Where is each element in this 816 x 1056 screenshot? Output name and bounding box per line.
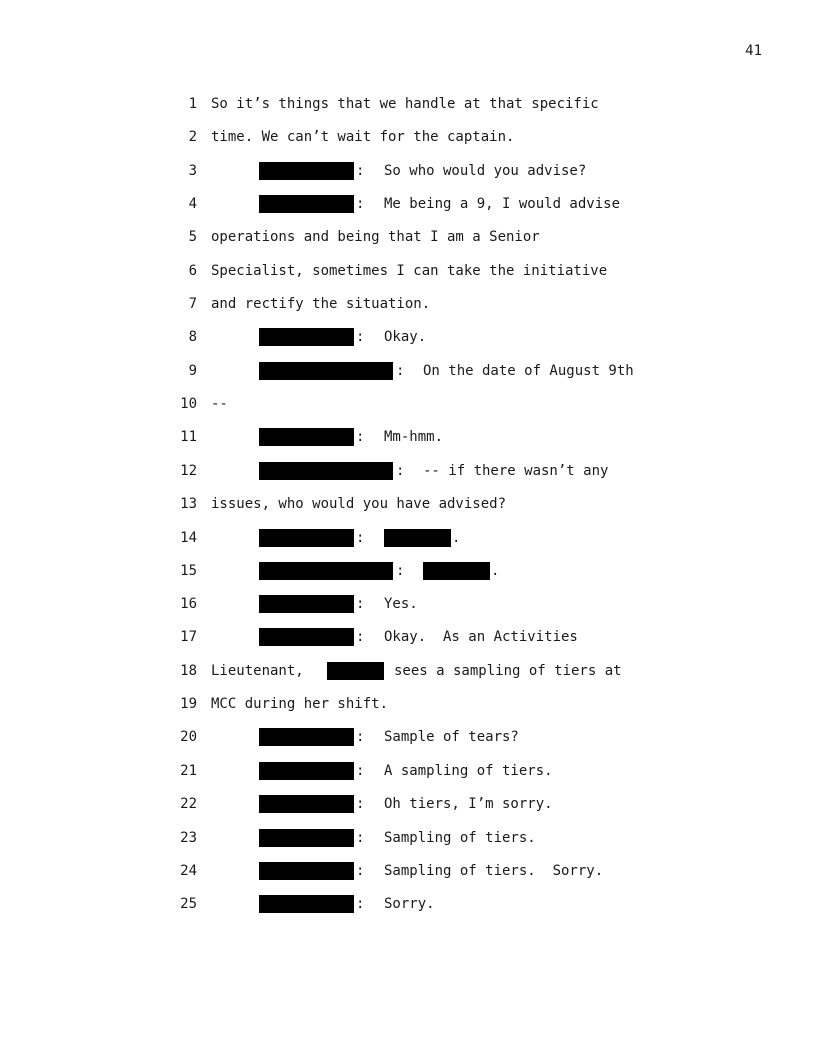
speech-text: So who would you advise?	[384, 163, 587, 179]
redacted-speaker-name	[259, 862, 354, 880]
line-text: sees a sampling of tiers at	[394, 663, 622, 679]
line-text: Lieutenant,	[211, 663, 304, 679]
line-text: issues, who would you have advised?	[211, 496, 507, 512]
line-number: 12	[180, 463, 197, 479]
line-number: 7	[188, 296, 197, 312]
line-text: time. We can’t wait for the captain.	[211, 129, 515, 145]
transcript-line	[0, 661, 816, 681]
speaker-colon: :	[356, 163, 365, 179]
speaker-colon: :	[356, 629, 365, 645]
speech-text: Yes.	[384, 596, 418, 612]
line-number: 18	[180, 663, 197, 679]
redacted-speaker-name	[259, 795, 354, 813]
speech-text: On the date of August 9th	[423, 363, 634, 379]
speech-text: Sampling of tiers.	[384, 830, 536, 846]
speaker-colon: :	[356, 830, 365, 846]
line-number: 2	[188, 129, 197, 145]
transcript-line	[0, 294, 816, 314]
line-text: MCC during her shift.	[211, 696, 389, 712]
speech-text: Okay.	[384, 329, 427, 345]
transcript-line	[0, 861, 816, 881]
line-number: 9	[188, 363, 197, 379]
line-text: So it’s things that we handle at that specific	[211, 96, 599, 112]
speech-text: Sample of tears?	[384, 729, 519, 745]
redacted-speaker-name	[259, 595, 354, 613]
transcript-line	[0, 327, 816, 347]
line-number: 21	[180, 763, 197, 779]
speech-text: Sorry.	[384, 896, 435, 912]
redacted-speaker-name	[259, 895, 354, 913]
line-number: 1	[188, 96, 197, 112]
speech-text: Me being a 9, I would advise	[384, 196, 621, 212]
redacted-speaker-name	[259, 362, 393, 380]
transcript-line	[0, 127, 816, 147]
line-number: 10	[180, 396, 197, 412]
speaker-colon: :	[356, 429, 365, 445]
redacted-name	[327, 662, 384, 680]
transcript-line	[0, 227, 816, 247]
speaker-colon: :	[356, 530, 365, 546]
speech-text: Sampling of tiers. Sorry.	[384, 863, 604, 879]
transcript-line	[0, 561, 816, 581]
redacted-speaker-name	[259, 628, 354, 646]
page-number: 41	[745, 43, 762, 59]
redacted-speaker-name	[259, 328, 354, 346]
redacted-speaker-name	[259, 195, 354, 213]
redacted-speaker-name	[259, 762, 354, 780]
transcript-line	[0, 894, 816, 914]
transcript-line	[0, 828, 816, 848]
transcript-line	[0, 361, 816, 381]
speaker-colon: :	[356, 763, 365, 779]
speaker-colon: :	[356, 863, 365, 879]
transcript-line	[0, 161, 816, 181]
line-number: 13	[180, 496, 197, 512]
line-number: 6	[188, 263, 197, 279]
redacted-answer	[384, 529, 451, 547]
redacted-speaker-name	[259, 428, 354, 446]
line-text: --	[211, 396, 228, 412]
speech-text: -- if there wasn’t any	[423, 463, 609, 479]
transcript-line	[0, 494, 816, 514]
line-number: 11	[180, 429, 197, 445]
line-number: 20	[180, 729, 197, 745]
transcript-line	[0, 727, 816, 747]
redacted-speaker-name	[259, 162, 354, 180]
speaker-colon: :	[356, 796, 365, 812]
redacted-speaker-name	[259, 562, 393, 580]
speaker-colon: :	[396, 563, 405, 579]
transcript-line	[0, 94, 816, 114]
speech-tail: .	[491, 563, 500, 579]
speech-text: A sampling of tiers.	[384, 763, 553, 779]
line-number: 17	[180, 629, 197, 645]
redacted-answer	[423, 562, 490, 580]
line-text: Specialist, sometimes I can take the initiative	[211, 263, 608, 279]
speech-text: Okay. As an Activities	[384, 629, 578, 645]
transcript-line	[0, 627, 816, 647]
speech-text: Oh tiers, I’m sorry.	[384, 796, 553, 812]
speech-text: Mm-hmm.	[384, 429, 444, 445]
speaker-colon: :	[356, 896, 365, 912]
line-number: 3	[188, 163, 197, 179]
transcript-line	[0, 261, 816, 281]
speech-tail: .	[452, 530, 461, 546]
speaker-colon: :	[356, 329, 365, 345]
line-number: 4	[188, 196, 197, 212]
line-text: operations and being that I am a Senior	[211, 229, 540, 245]
speaker-colon: :	[396, 463, 405, 479]
speaker-colon: :	[396, 363, 405, 379]
line-number: 16	[180, 596, 197, 612]
line-number: 14	[180, 530, 197, 546]
line-number: 25	[180, 896, 197, 912]
line-text: and rectify the situation.	[211, 296, 431, 312]
line-number: 15	[180, 563, 197, 579]
transcript-line	[0, 461, 816, 481]
redacted-speaker-name	[259, 728, 354, 746]
transcript-line	[0, 761, 816, 781]
speaker-colon: :	[356, 729, 365, 745]
transcript-line	[0, 694, 816, 714]
line-number: 23	[180, 830, 197, 846]
redacted-speaker-name	[259, 462, 393, 480]
line-number: 19	[180, 696, 197, 712]
speaker-colon: :	[356, 196, 365, 212]
transcript-line	[0, 794, 816, 814]
redacted-speaker-name	[259, 529, 354, 547]
speaker-colon: :	[356, 596, 365, 612]
line-number: 24	[180, 863, 197, 879]
transcript-line	[0, 528, 816, 548]
line-number: 22	[180, 796, 197, 812]
transcript-line	[0, 594, 816, 614]
redacted-speaker-name	[259, 829, 354, 847]
transcript-line	[0, 394, 816, 414]
line-number: 5	[188, 229, 197, 245]
line-number: 8	[188, 329, 197, 345]
transcript-line	[0, 427, 816, 447]
transcript-line	[0, 194, 816, 214]
